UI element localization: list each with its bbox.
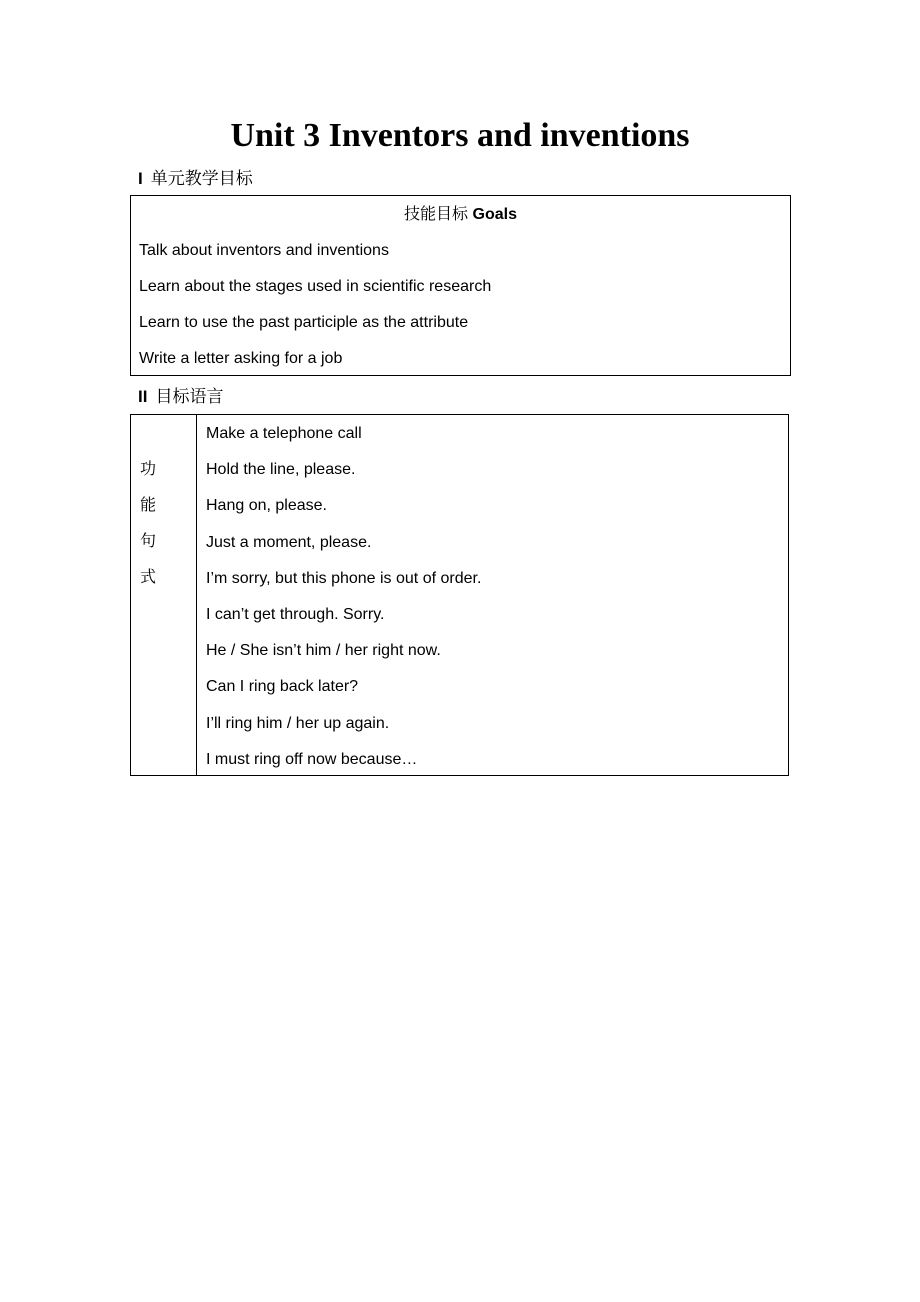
section-number: I (138, 169, 143, 188)
function-sentences-label-cell (131, 415, 197, 775)
sentence-item: I’m sorry, but this phone is out of order. (206, 569, 482, 587)
goals-header-chinese: 技能目标 (404, 206, 469, 223)
section-heading-teaching-goals (138, 168, 253, 190)
sentence-item: Make a telephone call (206, 425, 362, 442)
label-char: 功 (140, 461, 157, 478)
goals-table-header (131, 204, 790, 226)
label-char: 式 (140, 569, 157, 586)
goals-list (139, 240, 491, 384)
function-sentences-list (206, 423, 481, 785)
label-char: 句 (140, 533, 157, 550)
sentence-item: He / She isn’t him / her right now. (206, 642, 441, 660)
goals-table (130, 195, 791, 376)
section-heading-target-language (138, 386, 223, 408)
goal-item: Learn to use the past participle as the attribute (139, 314, 469, 331)
sentence-item: Hang on, please. (206, 497, 327, 515)
sentence-item: I can’t get through. Sorry. (206, 605, 385, 623)
section-number: II (138, 387, 148, 406)
goal-item: Talk about inventors and inventions (139, 242, 389, 259)
sentence-item: I must ring off now because… (206, 750, 418, 768)
sentence-item: I’ll ring him / her up again. (206, 714, 390, 732)
target-language-table (130, 414, 789, 776)
label-char: 能 (140, 497, 157, 514)
section-heading-text: 目标语言 (155, 387, 224, 406)
goal-item: Write a letter asking for a job (139, 350, 343, 367)
sentence-item: Hold the line, please. (206, 461, 356, 479)
goal-item: Learn about the stages used in scientific research (139, 278, 492, 295)
section-heading-text: 单元教学目标 (150, 169, 253, 188)
goals-header-english: Goals (472, 206, 517, 223)
page-title: Unit 3 Inventors and inventions (230, 117, 690, 154)
sentence-item: Can I ring back later? (206, 678, 359, 696)
sentence-item: Just a moment, please. (206, 533, 372, 551)
